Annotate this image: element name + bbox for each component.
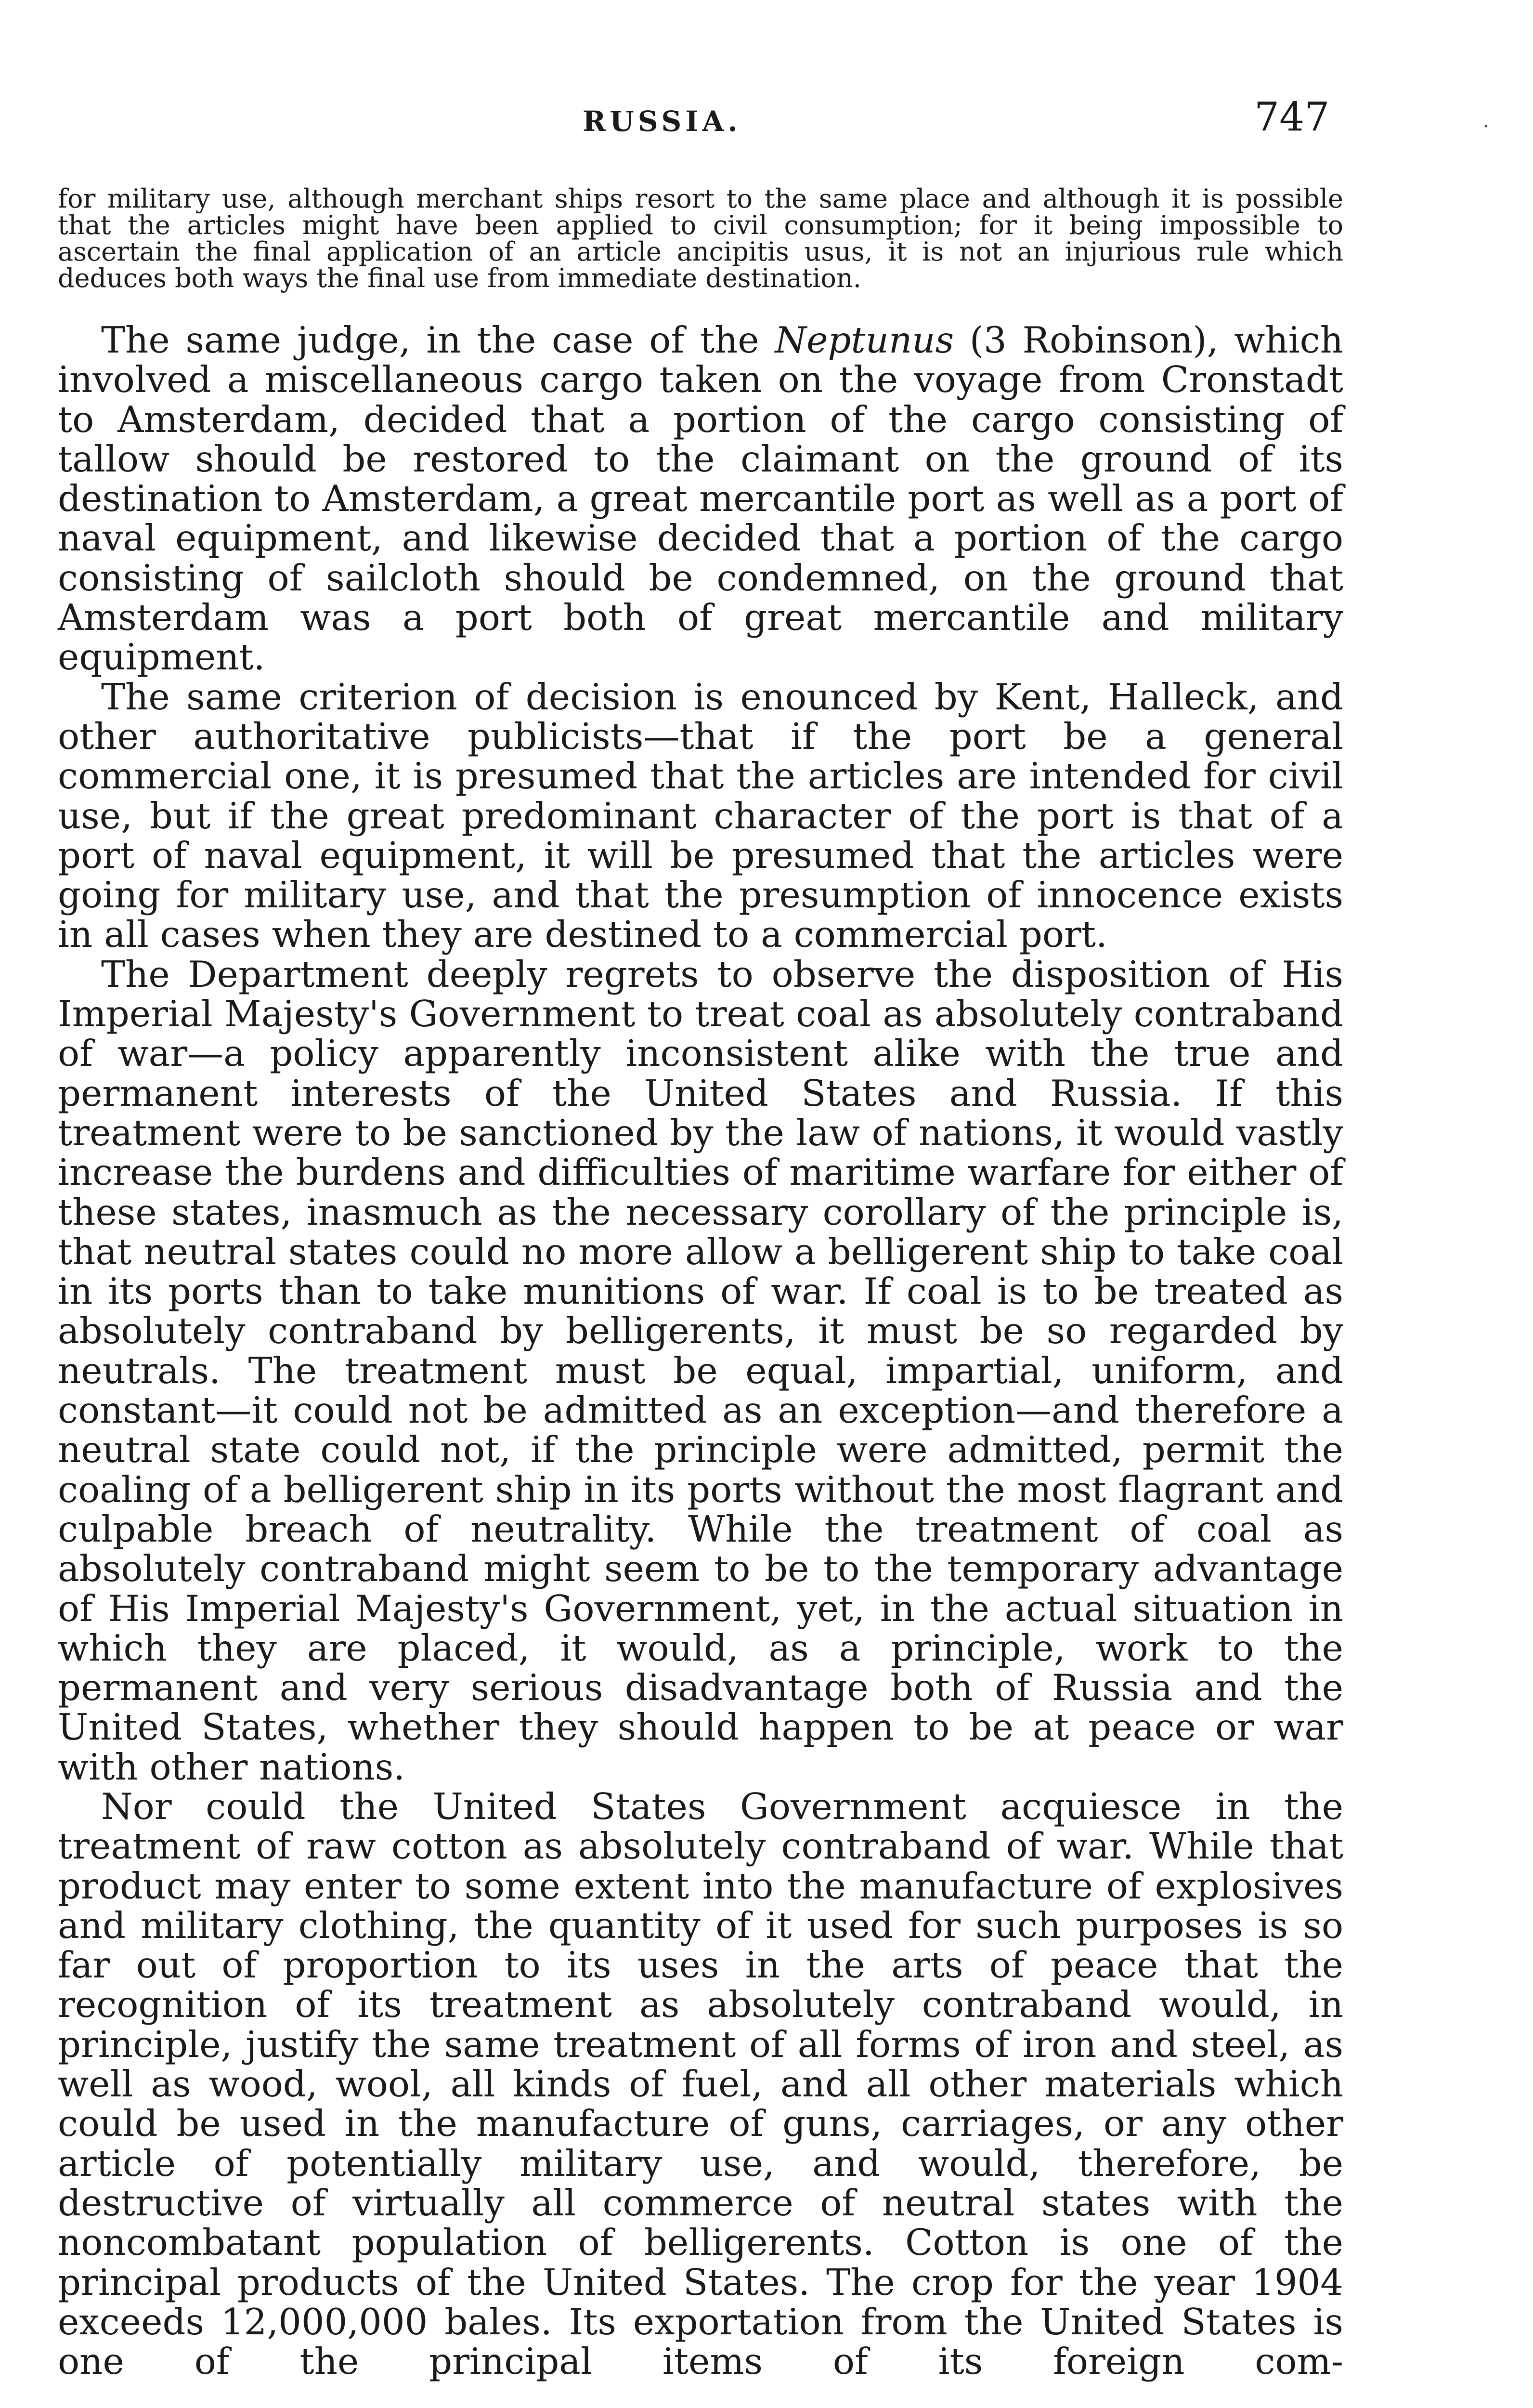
paragraph-coal: The Department deeply regrets to observe the disposition of His Imperial Majesty's Government to treat coal as absolutely contraband of war—a policy apparently inconsistent alike with the true and permanent interests of the United States and Russia. If this treatment were to be sanctioned by the law of nations, it would vastly increase the burdens and difficulties of maritime warfare for either of these states, inasmuch as the necessary corollary of the principle is, that neutral states could no more allow a belligerent ship to take coal in its ports than to take munitions of war. If coal is to be treated as absolutely contraband by belligerents, it must be so regarded by neutrals. The treatment must be equal, impartial, uniform, and constant—it could not be admitted as an exception—and therefore a neutral state could not, if the principle were admitted, permit the coaling of a belligerent ship in its ports without the most flagrant and culpable breach of neutrality. While the treatment of coal as absolutely contraband might seem to be to the temporary advantage of His Imperial Majesty's Government, yet, in the actual situation in which they are placed, it would, as a principle, work to the permanent and very serious disadvantage both of Russia and the United States, whether they should happen to be at peace or war with other nations.: [58, 953, 1343, 1788]
case-name-neptunus: Neptunus: [775, 319, 954, 361]
paragraph-cotton: Nor could the United States Government acquiesce in the treatment of raw cotton as absolutely contraband of war. While that product may enter to some extent into the manufacture of explosives and military clothing, the quantity of it used for such purposes is so far out of proportion to its uses in the arts of peace that the recognition of its treatment as absolutely contraband would, in principle, justify the same treatment of all forms of iron and steel, as well as wood, wool, all kinds of fuel, and all other materials which could be used in the manufacture of guns, carriages, or any other article of potentially military use, and would, therefore, be destructive of virtually all commerce of neutral states with the noncombatant population of belligerents. Cotton is one of the principal products of the United States. The crop for the year 1904 exceeds 12,000,000 bales. Its exportation from the United States is one of the principal items of its foreign com-: [58, 1785, 1343, 2383]
paragraph-neptunus-rest: (3 Robinson), which involved a miscellaneous cargo taken on the voyage from Cronstadt to Amsterdam, decided that a portion of the cargo consisting of tallow should be restored to the claimant on the ground of its destination to Amsterdam, a great mercantile port as well as a port of naval equipment, and likewise decided that a portion of the cargo consisting of sailcloth should be condemned, on the ground that Amsterdam was a port both of great mercantile and military equipment.: [58, 319, 1343, 679]
paragraph-neptunus-lead: The same judge, in the case of the: [101, 319, 775, 361]
running-head: RUSSIA.: [583, 105, 741, 138]
block-quote: for military use, although merchant ships resort to the same place and although it is possible that the articles might have been applied to civil consumption; for it being impossible to ascertain the final application of an article ancipitis usus, it is not an injurious rule which deduces both ways the final use from immediate destination.: [58, 183, 1343, 293]
margin-mark: ·: [1483, 116, 1489, 138]
paragraph-criterion: The same criterion of decision is enounced by Kent, Halleck, and other authoritative publicists—that if the port be a general commercial one, it is presumed that the articles are intended for civil use, but if the great predominant character of the port is that of a port of naval equipment, it will be presumed that the articles were going for military use, and that the presumption of innocence exists in all cases when they are destined to a commercial port.: [58, 675, 1343, 956]
body-text: [58, 320, 1343, 2381]
paragraph-neptunus: [58, 320, 1343, 677]
page-number: 747: [1254, 94, 1330, 140]
